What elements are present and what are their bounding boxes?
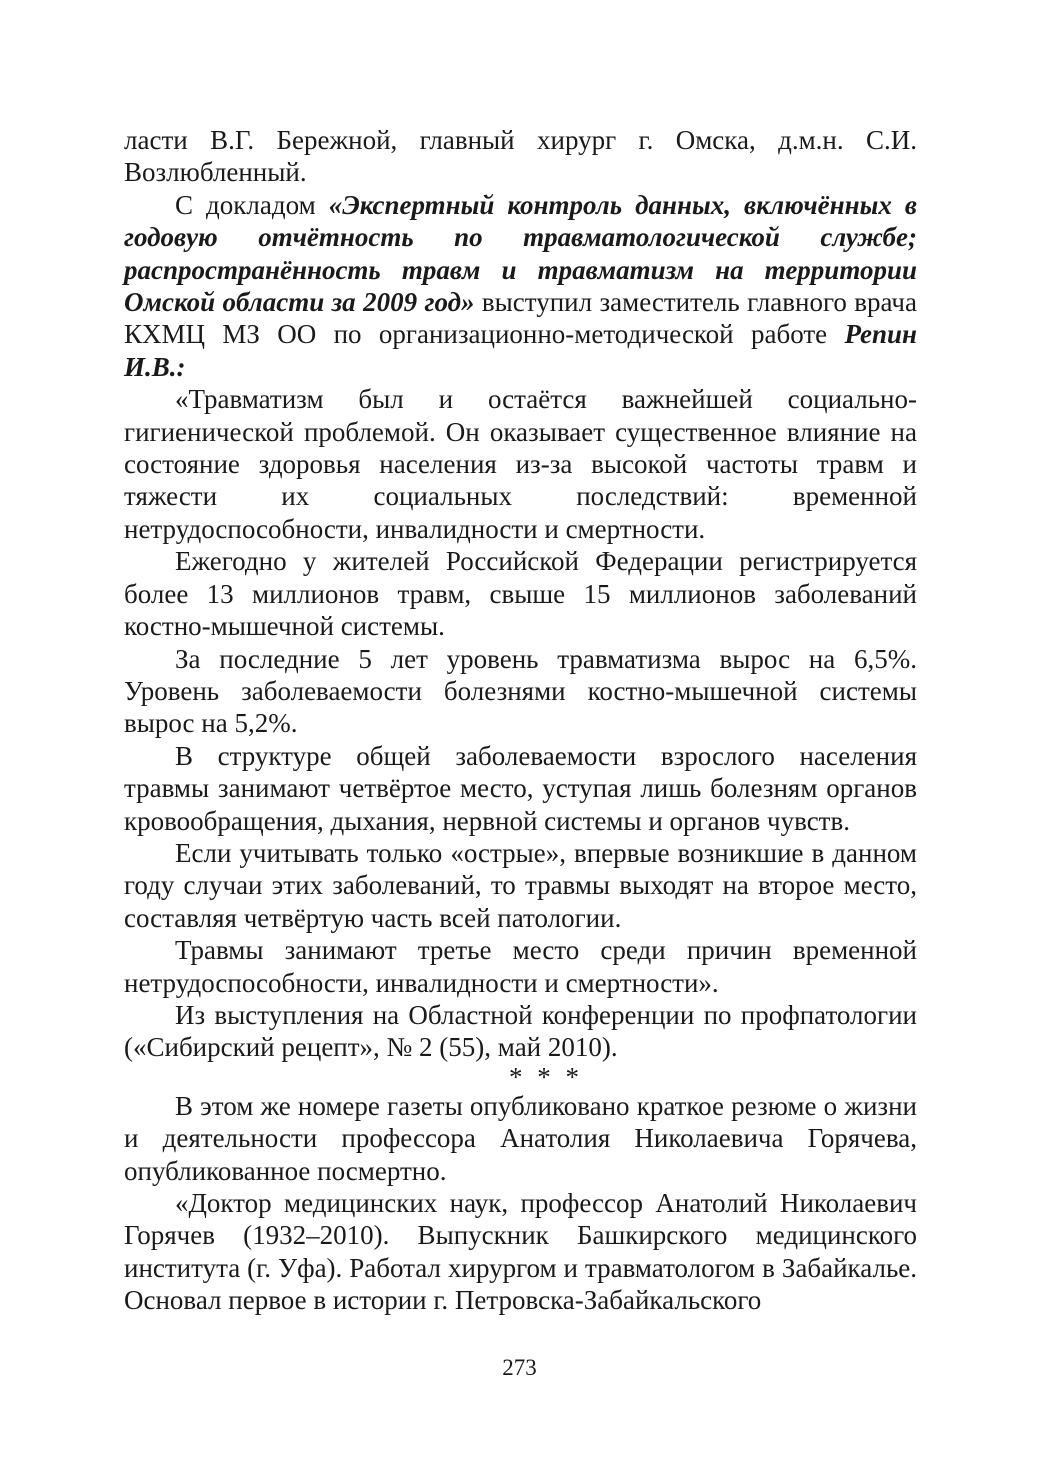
paragraph-obituary-text: «Доктор медицинских наук, профессор Анатолий Николаевич Горячев (1932–2010). Выпускник Башкирского медицинского института (г. Уфа). Работал хирургом и травматологом в Забайкалье. Основал первое в истории г. Петровска-Забайкальского	[124, 1188, 917, 1316]
page-body	[124, 124, 917, 1317]
report-title: «Экспертный контроль данных, включённых в годовую отчётность по травматологической службе; распространённость травм и травматизм на территории Омской области за 2009 год»	[124, 189, 917, 318]
paragraph-quote-end: Травмы занимают третье место среди причин временной нетрудоспособности, инвалидности и смертности».	[124, 935, 917, 998]
paragraph-source: Из выступления на Областной конференции по профпатологии («Сибирский рецепт», № 2 (55), май 2010).	[124, 999, 917, 1063]
page-number: 273	[502, 1355, 537, 1380]
paragraph-obituary-intro: В этом же номере газеты опубликовано краткое резюме о жизни и деятельности профессора Анатолия Николаевича Горячева, опубликованное посмертно.	[124, 1090, 917, 1186]
speaker-name: Репин И.В.:	[124, 319, 917, 382]
paragraph-structure: В структуре общей заболеваемости взрослого населения травмы занимают четвёртое место, уступая лишь болезням органов кровообращения, дыхания, нервной системы и органов чувств.	[124, 740, 917, 836]
paragraph-continuation: ласти В.Г. Бережной, главный хирург г. Омска, д.м.н. С.И. Возлюбленный.	[124, 125, 917, 188]
report-speaker-text: выступил заместитель главного врача КХМЦ МЗ ОО по организационно-методической работе	[124, 287, 917, 350]
paragraph-acute-cases: Если учитывать только «острые», впервые возникшие в данном году случаи этих заболеваний, то травмы выходят на второе место, составляя четвёртую часть всей патологии.	[124, 837, 917, 933]
paragraph-statistics: Ежегодно у жителей Российской Федерации регистрируется более 13 миллионов травм, свыше 15 миллионов заболеваний костно-мышечной системы.	[124, 546, 917, 642]
report-intro-text: С докладом	[175, 189, 329, 220]
paragraph-growth: За последние 5 лет уровень травматизма вырос на 6,5%. Уровень заболеваемости болезнями костно-мышечной системы вырос на 5,2%.	[124, 643, 917, 739]
paragraph-quote-start: «Травматизм был и остаётся важнейшей социально-гигиенической проблемой. Он оказывает существенное влияние на состояние здоровья населения из-за высокой частоты травм и тяжести их социальных последствий: временной нетрудоспособности, инвалидности и смертности.	[124, 384, 917, 544]
section-separator: * * *	[509, 1061, 583, 1092]
paragraph-report-intro	[124, 189, 917, 383]
